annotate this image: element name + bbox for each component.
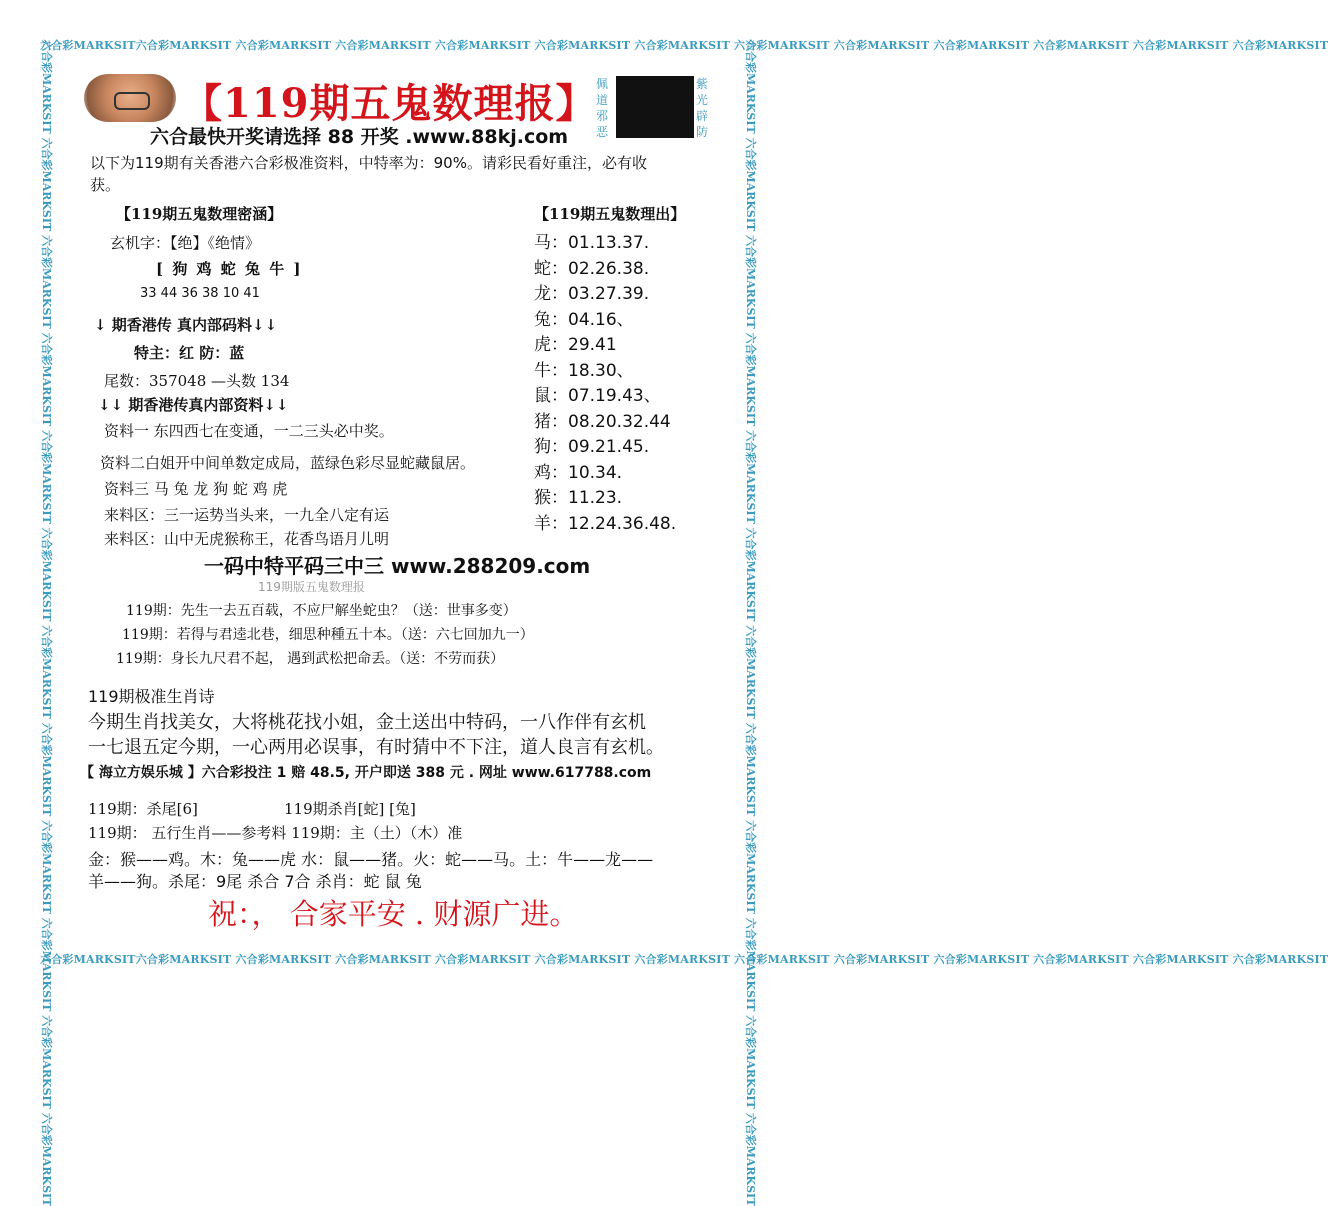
zodiac-row — [534, 432, 676, 458]
zodiac-numbers: 29.41 — [568, 335, 617, 355]
border-repeat-text: 六合彩MARKSIT 六合彩MARKSIT 六合彩MARKSIT 六合彩MARKSIT 六合彩MARKSIT 六合彩MARKSIT 六合彩MARKSIT 六合彩MARKSIT 六合彩MARKSIT 六合彩MARKSIT 六合彩MARKSIT 六合彩MARKSIT — [135, 39, 1328, 52]
zodiac-animal: 蛇： — [534, 258, 568, 279]
intro-line-1: 以下为119期有关香港六合彩极准资料，中特率为：90%。请彩民看好重注，必有收 — [90, 154, 647, 172]
zodiac-row — [534, 509, 676, 535]
animals-list: [ 狗 鸡 蛇 兔 牛 ] — [156, 260, 303, 278]
zodiac-numbers: 01.13.37. — [568, 233, 650, 253]
tezhu-text: 特主：红 防：蓝 — [134, 344, 245, 362]
zodiac-animal: 猴： — [534, 488, 568, 508]
faded-heading: 119期版五鬼数理报 — [258, 580, 365, 594]
zodiac-numbers: 03.27.39. — [568, 284, 650, 304]
ziliao-3: 资料三 马 兔 龙 狗 蛇 鸡 虎 — [104, 480, 288, 498]
border-repeat-text: 六合彩MARKSIT 六合彩MARKSIT 六合彩MARKSIT 六合彩MARKSIT 六合彩MARKSIT 六合彩MARKSIT 六合彩MARKSIT 六合彩MARKSIT 六合彩MARKSIT 六合彩MARKSIT 六合彩MARKSIT 六合彩MARKSIT — [135, 953, 1328, 966]
leak-heading-1: ↓ 期香港传 真内部码料↓↓ — [94, 316, 278, 334]
weishu-text: 尾数：357048 —头数 134 — [104, 372, 290, 390]
zodiac-animal: 牛： — [534, 360, 568, 381]
zodiac-row — [534, 254, 676, 280]
leak-heading-2: ↓↓ 期香港传真内部资料↓↓ — [98, 396, 289, 414]
redacted-block — [616, 76, 694, 138]
riddle-3: 119期：身长九尺君不起， 遇到武松把命丢。（送：不劳而获） — [116, 651, 505, 667]
side-char: 辟 — [696, 109, 709, 123]
poem-heading: 119期极准生肖诗 — [88, 687, 215, 706]
zodiac-row — [534, 483, 676, 509]
element-line-1: 金：猴——鸡。木：兔——虎 水：鼠——猪。火：蛇——马。土：牛——龙—— — [88, 850, 654, 869]
zodiac-animal: 狗： — [534, 437, 568, 457]
poem-line-1: 今期生肖找美女，大将桃花找小姐，金土送出中特码，一八作伴有玄机 — [88, 712, 646, 733]
zodiac-animal: 羊： — [534, 513, 568, 534]
poem-line-2: 一七退五定今期，一心两用必误事，有时猜中不下注，道人良言有玄机。 — [88, 737, 664, 758]
side-label-left — [596, 76, 614, 140]
page-title: 【119期五鬼数理报】 — [182, 80, 597, 127]
side-char: 紫 — [696, 77, 709, 91]
number-list: 33 44 36 38 10 41 — [140, 286, 260, 301]
element-line-2: 羊——狗。杀尾：9尾 杀合 7合 杀肖：蛇 鼠 兔 — [88, 872, 422, 891]
zodiac-row — [534, 381, 676, 407]
zodiac-numbers: 04.16、 — [568, 309, 634, 330]
riddle-2: 119期：若得与君逵北巷，细思种種五十本。（送：六七回加九一） — [122, 627, 534, 643]
border-top — [40, 38, 1328, 54]
zodiac-numbers: 09.21.45. — [568, 437, 650, 457]
laiyuan-2: 来料区：山中无虎猴称王，花香鸟语月儿明 — [104, 530, 390, 548]
side-char: 恶 — [596, 125, 609, 139]
kill-zodiac: 119期杀肖[蛇] [兔] — [284, 800, 416, 818]
side-char: 防 — [696, 125, 709, 139]
ziliao-2: 资料二白姐开中间单数定成局，蓝绿色彩尽显蛇藏鼠居。 — [100, 454, 476, 472]
zodiac-numbers: 07.19.43、 — [568, 386, 661, 406]
side-char: 道 — [596, 93, 609, 107]
side-char: 邪 — [596, 109, 609, 123]
border-right — [744, 40, 760, 1206]
zodiac-numbers: 11.23. — [568, 488, 623, 508]
side-char: 佩 — [596, 77, 609, 91]
portrait-photo — [84, 74, 176, 122]
zodiac-row — [534, 279, 676, 305]
zodiac-animal: 龙： — [534, 284, 568, 304]
kill-tail: 119期：杀尾[6] — [88, 800, 198, 818]
zodiac-animal: 马： — [534, 233, 568, 253]
zodiac-animal: 鼠： — [534, 386, 568, 406]
side-label-right — [696, 76, 714, 140]
ziliao-1: 资料一 东四西七在变通，一二三头必中奖。 — [104, 422, 394, 440]
border-top-text: 六合彩MARKSIT — [40, 39, 136, 52]
zodiac-numbers: 10.34. — [568, 462, 623, 483]
border-repeat-text: 六合彩MARKSIT 六合彩MARKSIT 六合彩MARKSIT 六合彩MARKSIT 六合彩MARKSIT 六合彩MARKSIT 六合彩MARKSIT 六合彩MARKSIT 六合彩MARKSIT 六合彩MARKSIT 六合彩MARKSIT 六合彩MARKSIT — [40, 40, 53, 1206]
zodiac-row — [534, 330, 676, 356]
intro-line-2: 获。 — [90, 176, 121, 194]
wuxing-text: 119期： 五行生肖——参考料 119期：主（土）（木）准 — [88, 824, 463, 842]
glasses-icon — [114, 92, 150, 110]
zodiac-numbers: 02.26.38. — [568, 258, 650, 279]
zodiac-animal: 兔： — [534, 309, 568, 330]
subtitle-link[interactable]: 六合最快开奖请选择 88 开奖 .www.88kj.com — [150, 126, 569, 148]
zodiac-numbers: 12.24.36.48. — [568, 513, 677, 534]
laiyuan-1: 来料区：三一运势当头来，一九全八定有运 — [104, 506, 390, 524]
zodiac-row — [534, 407, 676, 433]
zodiac-numbers: 08.20.32.44 — [568, 411, 671, 432]
border-bottom-text: 六合彩MARKSIT — [40, 953, 136, 966]
zodiac-animal: 鸡： — [534, 462, 568, 483]
zodiac-row — [534, 305, 676, 331]
zodiac-number-table — [534, 228, 676, 534]
zodiac-animal: 猪： — [534, 411, 568, 432]
zodiac-row — [534, 458, 676, 484]
zodiac-animal: 虎： — [534, 335, 568, 355]
border-left — [40, 40, 56, 1206]
riddle-1: 119期：先生一去五百载，不应尸解坐蛇虫？（送：世事多变） — [126, 603, 517, 619]
border-bottom — [40, 952, 1328, 968]
ad-link-617788[interactable]: 【 海立方娱乐城 】六合彩投注 1 赔 48.5, 开户即送 388 元 . 网址 www.617788.com — [80, 765, 652, 781]
border-repeat-text: 六合彩MARKSIT 六合彩MARKSIT 六合彩MARKSIT 六合彩MARKSIT 六合彩MARKSIT 六合彩MARKSIT 六合彩MARKSIT 六合彩MARKSIT 六合彩MARKSIT 六合彩MARKSIT 六合彩MARKSIT 六合彩MARKSIT — [744, 40, 757, 1206]
blessing-text: 祝：， 合家平安 . 财源广进。 — [208, 897, 579, 931]
right-heading: 【119期五鬼数理出】 — [534, 205, 686, 223]
side-char: 光 — [696, 93, 709, 107]
xuanji-text: 玄机字：【绝】《绝情》 — [110, 234, 261, 252]
left-heading: 【119期五鬼数理密涵】 — [116, 205, 283, 223]
zodiac-numbers: 18.30、 — [568, 360, 634, 381]
promo-link-288209[interactable]: 一码中特平码三中三 www.288209.com — [204, 554, 591, 578]
zodiac-row — [534, 228, 676, 254]
zodiac-row — [534, 356, 676, 382]
